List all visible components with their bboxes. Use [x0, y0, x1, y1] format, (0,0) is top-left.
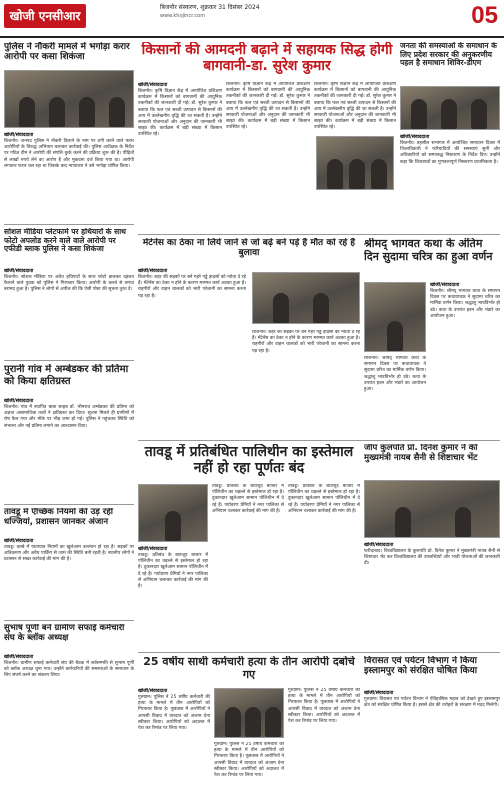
body-a10-2: तावडू। प्रतिबंध के बावजूद बाजार में पॉलिथीन का धड़ल्ले से इस्तेमाल हो रहा है। दुकानदार खुलेआम सामान पॉलिथीन में दे रहे हैं। पर्यावरण प्रेमियों ने नगर पालिका से अभियान चलाकर कार्रवाई की मांग की है। [212, 484, 284, 514]
photo-a13 [214, 688, 284, 738]
newspaper-logo: खोजी एनसीआर [4, 4, 86, 28]
body-a4: तावडू। कस्बे में यातायात नियमों का खुलेआम उल्लंघन हो रहा है। सड़कों पर अतिक्रमण और अवैध पार्किंग से जाम की स्थिति बनी रहती है। स्थानीय लोगों ने प्रशासन से सख्त कार्रवाई की मांग की है। [4, 545, 134, 563]
headline-a13: 25 वर्षीय साथी कर्मचारी हत्या के तीन आरोपी दबोचे गए [143, 656, 355, 681]
photo-a11 [364, 480, 500, 538]
body-a1: बिजनौर। जनपद पुलिस ने नौकरी दिलाने के नाम पर ठगी करने वाले फरार आरोपियों के विरुद्ध अभियान चलाकर कार्रवाई की। पुलिस अधीक्षक के निर्देश पर गठित टीम ने आरोपी की संपत्ति कुर्क करने की प्रक्रिया शुरू की है। पीड़ितों से लाखों रुपये लेने का आरोप है और मुकदमा दर्ज किया गया था। आरोपी लगातार फरार चल रहा था जिसके बाद न्यायालय ने उसे भगोड़ा घोषित किया। [4, 139, 134, 169]
headline-a12: विरासत एवं पर्यटन विभाग ने किया इस्लामपुर को संरक्षित घोषित किया [364, 656, 478, 677]
headline-a11: जीप कुलपति प्रो. दिनेश कुमार ने की मुख्यमंत्री नायब सैनी से शिष्टाचार भेंट [364, 444, 478, 463]
lead-body-1: बिजनौर। कृषि विज्ञान केंद्र में आयोजित प्रशिक्षण कार्यक्रम में किसानों को बागवानी की आधुनिक तकनीकों की जानकारी दी गई। डॉ. सुरेश कुमार ने बताया कि फल एवं सब्जी उत्पादन से किसानों की आय में उल्लेखनीय वृद्धि की जा सकती है। उन्होंने सरकारी योजनाओं और अनुदान की जानकारी भी साझा की। कार्यक्रम में बड़ी संख्या में किसान उपस्थित रहे। [138, 89, 222, 138]
article-a13: 25 वर्षीय साथी कर्मचारी हत्या के तीन आरोपी दबोचे गए खोजी/संवाददाता गुरुग्राम। पुलिस ने 25 वर्षीय कर्मचारी की हत्या के मामले में तीन आरोपियों को गिरफ्तार किया है। पूछताछ में आरोपियों ने आपसी विवाद में वारदात को अंजाम देना स्वीकार किया। आरोपियों को अदालत में पेश कर रिमांड पर लिया गया। गुरुग्राम। पुलिस ने 25 वर्षीय कर्मचारी की हत्या के मामले में तीन आरोपियों को गिरफ्तार किया है। पूछताछ में आरोपियों ने आपसी विवाद में वारदात को अंजाम देना स्वीकार किया। आरोपियों को अदालत में पेश कर रिमांड पर लिया गया। गुरुग्राम। पुलिस ने 25 वर्षीय कर्मचारी की हत्या के मामले में तीन आरोपियों को गिरफ्तार किया है। पूछताछ में आरोपियों ने आपसी विवाद में वारदात को अंजाम देना स्वीकार किया। आरोपियों को अदालत में पेश कर रिमांड पर लिया गया। [138, 656, 360, 778]
body-a3: बिजनौर। गांव में स्थापित बाबा साहब डॉ. भीमराव अम्बेडकर की प्रतिमा को अज्ञात असामाजिक तत्वों ने क्षतिग्रस्त कर दिया। सूचना मिलते ही ग्रामीणों में रोष फैल गया और मौके पर भीड़ जमा हो गई। पुलिस ने पहुंचकर स्थिति को संभाला और नई प्रतिमा लगाने का आश्वासन दिया। [4, 405, 134, 429]
headline-a3: पुरानी गांव में अम्बेडकर की प्रतिमा को किया क्षतिग्रस्त [4, 364, 129, 387]
body-a7: बिजनौर। तहसील सभागार में आयोजित समाधान दिवस में जिलाधिकारी ने फरियादियों की समस्याएं सुनीं और अधिकारियों को समयबद्ध निस्तारण के निर्देश दिए। उन्होंने कहा कि शिकायतों का गुणवत्तापूर्ण निस्तारण प्राथमिकता है। [400, 141, 500, 165]
article-a2: सोशल मीडिया प्लेटफार्म पर हथियारों के साथ फोटो अपलोड करने वाले वाले आरोपी पर एफीडी ब्लाक पुलिस ने कसा शिकंजा खोजी/संवाददाता बिजनौर। सोशल मीडिया पर अवैध हथियारों के साथ फोटो डालकर दहशत फैलाने वाले युवक को पुलिस ने गिरफ्तार किया। आरोपी के कब्जे से तमंचा बरामद हुआ है। पुलिस ने लोगों से अपील की कि ऐसी पोस्ट की सूचना तुरंत दें। [4, 228, 134, 293]
lead-body-2: बिजनौर। कृषि विज्ञान केंद्र में आयोजित प्रशिक्षण कार्यक्रम में किसानों को बागवानी की आधुनिक तकनीकों की जानकारी दी गई। डॉ. सुरेश कुमार ने बताया कि फल एवं सब्जी उत्पादन से किसानों की आय में उल्लेखनीय वृद्धि की जा सकती है। उन्होंने सरकारी योजनाओं और अनुदान की जानकारी भी साझा की। कार्यक्रम में बड़ी संख्या में किसान उपस्थित रहे। [226, 82, 310, 131]
body-a2: बिजनौर। सोशल मीडिया पर अवैध हथियारों के साथ फोटो डालकर दहशत फैलाने वाले युवक को पुलिस ने गिरफ्तार किया। आरोपी के कब्जे से तमंचा बरामद हुआ है। पुलिस ने लोगों से अपील की कि ऐसी पोस्ट की सूचना तुरंत दें। [4, 275, 134, 293]
headline-a2: सोशल मीडिया प्लेटफार्म पर हथियारों के साथ फोटो अपलोड करने वाले वाले आरोपी पर एफीडी ब्लाक पुलिस ने कसा शिकंजा [4, 228, 126, 254]
body-a5: बिजनौर। ग्रामीण सफाई कर्मचारी संघ की बैठक में सर्वसम्मति से सुभाष पूर्णी को ब्लॉक अध्यक्ष चुना गया। उन्होंने कर्मचारियों की समस्याओं के समाधान के लिए संघर्ष करने का संकल्प लिया। [4, 661, 134, 679]
article-a3: पुरानी गांव में अम्बेडकर की प्रतिमा को किया क्षतिग्रस्त खोजी/संवाददाता बिजनौर। गांव में स्थापित बाबा साहब डॉ. भीमराव अम्बेडकर की प्रतिमा को अज्ञात असामाजिक तत्वों ने क्षतिग्रस्त कर दिया। सूचना मिलते ही ग्रामीणों में रोष फैल गया और मौके पर भीड़ जमा हो गई। पुलिस ने पहुंचकर स्थिति को संभाला और नई प्रतिमा लगाने का आश्वासन दिया। [4, 364, 134, 429]
body-a10-3: तावडू। प्रतिबंध के बावजूद बाजार में पॉलिथीन का धड़ल्ले से इस्तेमाल हो रहा है। दुकानदार खुलेआम सामान पॉलिथीन में दे रहे हैं। पर्यावरण प्रेमियों ने नगर पालिका से अभियान चलाकर कार्रवाई की मांग की है। [288, 484, 360, 514]
lead-headline: किसानों की आमदनी बढ़ाने में सहायक सिद्ध होगी बागवानी-डा. सुरेश कुमार [141, 42, 393, 75]
photo-a8 [252, 272, 360, 324]
body-a9-2: बिजनौर। श्रीमद् भागवत कथा के समापन दिवस पर कथावाचक ने सुदामा चरित्र का मार्मिक वर्णन किया। श्रद्धालु भावविभोर हो उठे। कथा के उपरांत हवन और भंडारे का आयोजन हुआ। [364, 356, 426, 392]
dateline: बिजनौर संस्करण, शुक्रवार 31 दिसंबर 2024 [160, 4, 260, 11]
photo-lead [316, 136, 394, 190]
body-a11: फरीदाबाद। विश्वविद्यालय के कुलपति प्रो. दिनेश कुमार ने मुख्यमंत्री नायब सैनी से शिष्टाचार भेंट कर विश्वविद्यालय की उपलब्धियों और भावी योजनाओं की जानकारी दी। [364, 549, 500, 567]
headline-a1: पुलिस ने नौकरी मामले में भगोड़ा करार आरोपी पर कसा शिकंजा [4, 42, 130, 63]
body-a8-2: बिजनौर। शहर की सड़कों पर बने गहरे गड्ढे हादसों को न्योता दे रहे हैं। मेंटेनेंस का ठेका न होने के कारण मरम्मत कार्य अटका हुआ है। राहगीरों और वाहन चालकों को भारी परेशानी का सामना करना पड़ रहा है। [252, 330, 360, 354]
body-a10-1: तावडू। प्रतिबंध के बावजूद बाजार में पॉलिथीन का धड़ल्ले से इस्तेमाल हो रहा है। दुकानदार खुलेआम सामान पॉलिथीन में दे रहे हैं। पर्यावरण प्रेमियों ने नगर पालिका से अभियान चलाकर कार्रवाई की मांग की है। [138, 553, 208, 589]
body-a12: गुरुग्राम। विरासत एवं पर्यटन विभाग ने ऐतिहासिक महत्व को देखते हुए इस्लामपुर क्षेत्र को संरक्षित घोषित किया है। इससे क्षेत्र की धरोहरों के संरक्षण में मदद मिलेगी। [364, 697, 500, 709]
body-a8-1: बिजनौर। शहर की सड़कों पर बने गहरे गड्ढे हादसों को न्योता दे रहे हैं। मेंटेनेंस का ठेका न होने के कारण मरम्मत कार्य अटका हुआ है। राहगीरों और वाहन चालकों को भारी परेशानी का सामना करना पड़ रहा है। [138, 275, 246, 299]
article-a7: जनता की समस्याओं के समाधान के लिए प्रदेश सरकार की अनुकरणीय पहल है समाधान शिविर-डीएम खोजी/संवाददाता बिजनौर। तहसील सभागार में आयोजित समाधान दिवस में जिलाधिकारी ने फरियादियों की समस्याएं सुनीं और अधिकारियों को समयबद्ध निस्तारण के निर्देश दिए। उन्होंने कहा कि शिकायतों का गुणवत्तापूर्ण निस्तारण प्राथमिकता है। [400, 42, 500, 165]
photo-a10 [138, 484, 208, 542]
article-a9: श्रीमद् भागवत कथा के अंतिम दिन सुदामा चरित्र का हुआ वर्णन खोजी/संवाददाता बिजनौर। श्रीमद् भागवत कथा के समापन दिवस पर कथावाचक ने सुदामा चरित्र का मार्मिक वर्णन किया। श्रद्धालु भावविभोर हो उठे। कथा के उपरांत हवन और भंडारे का आयोजन हुआ। बिजनौर। श्रीमद् भागवत कथा के समापन दिवस पर कथावाचक ने सुदामा चरित्र का मार्मिक वर्णन किया। श्रद्धालु भावविभोर हो उठे। कथा के उपरांत हवन और भंडारे का आयोजन हुआ। [364, 238, 500, 392]
masthead [0, 0, 504, 38]
headline-a7: जनता की समस्याओं के समाधान के लिए प्रदेश सरकार की अनुकरणीय पहल है समाधान शिविर-डीएम [400, 42, 497, 68]
headline-a5: सुभाष पूर्णी बने ग्रामीण सफाई कर्मचारी संघ के ब्लॉक अध्यक्ष [4, 624, 125, 643]
article-a4: तावडू में ऐच्छिक नियमों की उड़ रही धज्जियां, प्रशासन जानकर अंजान खोजी/संवाददाता तावडू। कस्बे में यातायात नियमों का खुलेआम उल्लंघन हो रहा है। सड़कों पर अतिक्रमण और अवैध पार्किंग से जाम की स्थिति बनी रहती है। स्थानीय लोगों ने प्रशासन से सख्त कार्रवाई की मांग की है। [4, 508, 134, 563]
article-a11: जीप कुलपति प्रो. दिनेश कुमार ने की मुख्यमंत्री नायब सैनी से शिष्टाचार भेंट खोजी/संवाददाता फरीदाबाद। विश्वविद्यालय के कुलपति प्रो. दिनेश कुमार ने मुख्यमंत्री नायब सैनी से शिष्टाचार भेंट कर विश्वविद्यालय की उपलब्धियों और भावी योजनाओं की जानकारी दी। [364, 444, 500, 567]
headline-a8: मेंटेनेंस का ठेका ना लिये जाने से जो बढ़े बने पड़े है मौत को रहे हैं बुलावा [142, 238, 356, 259]
lead-article: किसानों की आमदनी बढ़ाने में सहायक सिद्ध होगी बागवानी-डा. सुरेश कुमार खोजी/संवाददाता बिजनौर। कृषि विज्ञान केंद्र में आयोजित प्रशिक्षण कार्यक्रम में किसानों को बागवानी की आधुनिक तकनीकों की जानकारी दी गई। डॉ. सुरेश कुमार ने बताया कि फल एवं सब्जी उत्पादन से किसानों की आय में उल्लेखनीय वृद्धि की जा सकती है। उन्होंने सरकारी योजनाओं और अनुदान की जानकारी भी साझा की। कार्यक्रम में बड़ी संख्या में किसान उपस्थित रहे। बिजनौर। कृषि विज्ञान केंद्र में आयोजित प्रशिक्षण कार्यक्रम में किसानों को बागवानी की आधुनिक तकनीकों की जानकारी दी गई। डॉ. सुरेश कुमार ने बताया कि फल एवं सब्जी उत्पादन से किसानों की आय में उल्लेखनीय वृद्धि की जा सकती है। उन्होंने सरकारी योजनाओं और अनुदान की जानकारी भी साझा की। कार्यक्रम में बड़ी संख्या में किसान उपस्थित रहे। बिजनौर। कृषि विज्ञान केंद्र में आयोजित प्रशिक्षण कार्यक्रम में किसानों को बागवानी की आधुनिक तकनीकों की जानकारी दी गई। डॉ. सुरेश कुमार ने बताया कि फल एवं सब्जी उत्पादन से किसानों की आय में उल्लेखनीय वृद्धि की जा सकती है। उन्होंने सरकारी योजनाओं और अनुदान की जानकारी भी साझा की। कार्यक्रम में बड़ी संख्या में किसान उपस्थित रहे। [138, 42, 396, 138]
headline-a9: श्रीमद् भागवत कथा के अंतिम दिन सुदामा चरित्र का हुआ वर्णन [364, 238, 493, 263]
body-a13-2: गुरुग्राम। पुलिस ने 25 वर्षीय कर्मचारी की हत्या के मामले में तीन आरोपियों को गिरफ्तार किया है। पूछताछ में आरोपियों ने आपसी विवाद में वारदात को अंजाम देना स्वीकार किया। आरोपियों को अदालत में पेश कर रिमांड पर लिया गया। [214, 742, 284, 778]
website: www.khojincr.com [160, 13, 206, 19]
body-a13-1: गुरुग्राम। पुलिस ने 25 वर्षीय कर्मचारी की हत्या के मामले में तीन आरोपियों को गिरफ्तार किया है। पूछताछ में आरोपियों ने आपसी विवाद में वारदात को अंजाम देना स्वीकार किया। आरोपियों को अदालत में पेश कर रिमांड पर लिया गया। [138, 695, 210, 731]
body-a13-3: गुरुग्राम। पुलिस ने 25 वर्षीय कर्मचारी की हत्या के मामले में तीन आरोपियों को गिरफ्तार किया है। पूछताछ में आरोपियों ने आपसी विवाद में वारदात को अंजाम देना स्वीकार किया। आरोपियों को अदालत में पेश कर रिमांड पर लिया गया। [288, 688, 360, 724]
photo-a1 [4, 70, 134, 128]
headline-a10: तावडू में प्रतिबंधित पालिथीन का इस्तेमाल नहीं हो रहा पूर्णतः बंद [144, 444, 354, 477]
article-a5: सुभाष पूर्णी बने ग्रामीण सफाई कर्मचारी संघ के ब्लॉक अध्यक्ष खोजी/संवाददाता बिजनौर। ग्रामीण सफाई कर्मचारी संघ की बैठक में सर्वसम्मति से सुभाष पूर्णी को ब्लॉक अध्यक्ष चुना गया। उन्होंने कर्मचारियों की समस्याओं के समाधान के लिए संघर्ष करने का संकल्प लिया। [4, 624, 134, 679]
photo-a9 [364, 282, 426, 352]
article-a10: तावडू में प्रतिबंधित पालिथीन का इस्तेमाल नहीं हो रहा पूर्णतः बंद खोजी/संवाददाता तावडू। प्रतिबंध के बावजूद बाजार में पॉलिथीन का धड़ल्ले से इस्तेमाल हो रहा है। दुकानदार खुलेआम सामान पॉलिथीन में दे रहे हैं। पर्यावरण प्रेमियों ने नगर पालिका से अभियान चलाकर कार्रवाई की मांग की है। तावडू। प्रतिबंध के बावजूद बाजार में पॉलिथीन का धड़ल्ले से इस्तेमाल हो रहा है। दुकानदार खुलेआम सामान पॉलिथीन में दे रहे हैं। पर्यावरण प्रेमियों ने नगर पालिका से अभियान चलाकर कार्रवाई की मांग की है। तावडू। प्रतिबंध के बावजूद बाजार में पॉलिथीन का धड़ल्ले से इस्तेमाल हो रहा है। दुकानदार खुलेआम सामान पॉलिथीन में दे रहे हैं। पर्यावरण प्रेमियों ने नगर पालिका से अभियान चलाकर कार्रवाई की मांग की है। [138, 444, 360, 589]
photo-a7 [400, 86, 500, 130]
lead-body-3: बिजनौर। कृषि विज्ञान केंद्र में आयोजित प्रशिक्षण कार्यक्रम में किसानों को बागवानी की आधुनिक तकनीकों की जानकारी दी गई। डॉ. सुरेश कुमार ने बताया कि फल एवं सब्जी उत्पादन से किसानों की आय में उल्लेखनीय वृद्धि की जा सकती है। उन्होंने सरकारी योजनाओं और अनुदान की जानकारी भी साझा की। कार्यक्रम में बड़ी संख्या में किसान उपस्थित रहे। [314, 82, 396, 131]
headline-a4: तावडू में ऐच्छिक नियमों की उड़ रही धज्जियां, प्रशासन जानकर अंजान [4, 508, 113, 527]
article-a1: पुलिस ने नौकरी मामले में भगोड़ा करार आरोपी पर कसा शिकंजा खोजी/संवाददाता बिजनौर। जनपद पुलिस ने नौकरी दिलाने के नाम पर ठगी करने वाले फरार आरोपियों के विरुद्ध अभियान चलाकर कार्रवाई की। पुलिस अधीक्षक के निर्देश पर गठित टीम ने आरोपी की संपत्ति कुर्क करने की प्रक्रिया शुरू की है। पीड़ितों से लाखों रुपये लेने का आरोप है और मुकदमा दर्ज किया गया था। आरोपी लगातार फरार चल रहा था जिसके बाद न्यायालय ने उसे भगोड़ा घोषित किया। [4, 42, 134, 169]
article-a8: मेंटेनेंस का ठेका ना लिये जाने से जो बढ़े बने पड़े है मौत को रहे हैं बुलावा खोजी/संवाददाता बिजनौर। शहर की सड़कों पर बने गहरे गड्ढे हादसों को न्योता दे रहे हैं। मेंटेनेंस का ठेका न होने के कारण मरम्मत कार्य अटका हुआ है। राहगीरों और वाहन चालकों को भारी परेशानी का सामना करना पड़ रहा है। बिजनौर। शहर की सड़कों पर बने गहरे गड्ढे हादसों को न्योता दे रहे हैं। मेंटेनेंस का ठेका न होने के कारण मरम्मत कार्य अटका हुआ है। राहगीरों और वाहन चालकों को भारी परेशानी का सामना करना पड़ रहा है। [138, 238, 360, 354]
page-number: 05 [471, 2, 498, 29]
body-a9: बिजनौर। श्रीमद् भागवत कथा के समापन दिवस पर कथावाचक ने सुदामा चरित्र का मार्मिक वर्णन किया। श्रद्धालु भावविभोर हो उठे। कथा के उपरांत हवन और भंडारे का आयोजन हुआ। [430, 289, 500, 319]
article-a12: विरासत एवं पर्यटन विभाग ने किया इस्लामपुर को संरक्षित घोषित किया खोजी/संवाददाता गुरुग्राम। विरासत एवं पर्यटन विभाग ने ऐतिहासिक महत्व को देखते हुए इस्लामपुर क्षेत्र को संरक्षित घोषित किया है। इससे क्षेत्र की धरोहरों के संरक्षण में मदद मिलेगी। [364, 656, 500, 709]
